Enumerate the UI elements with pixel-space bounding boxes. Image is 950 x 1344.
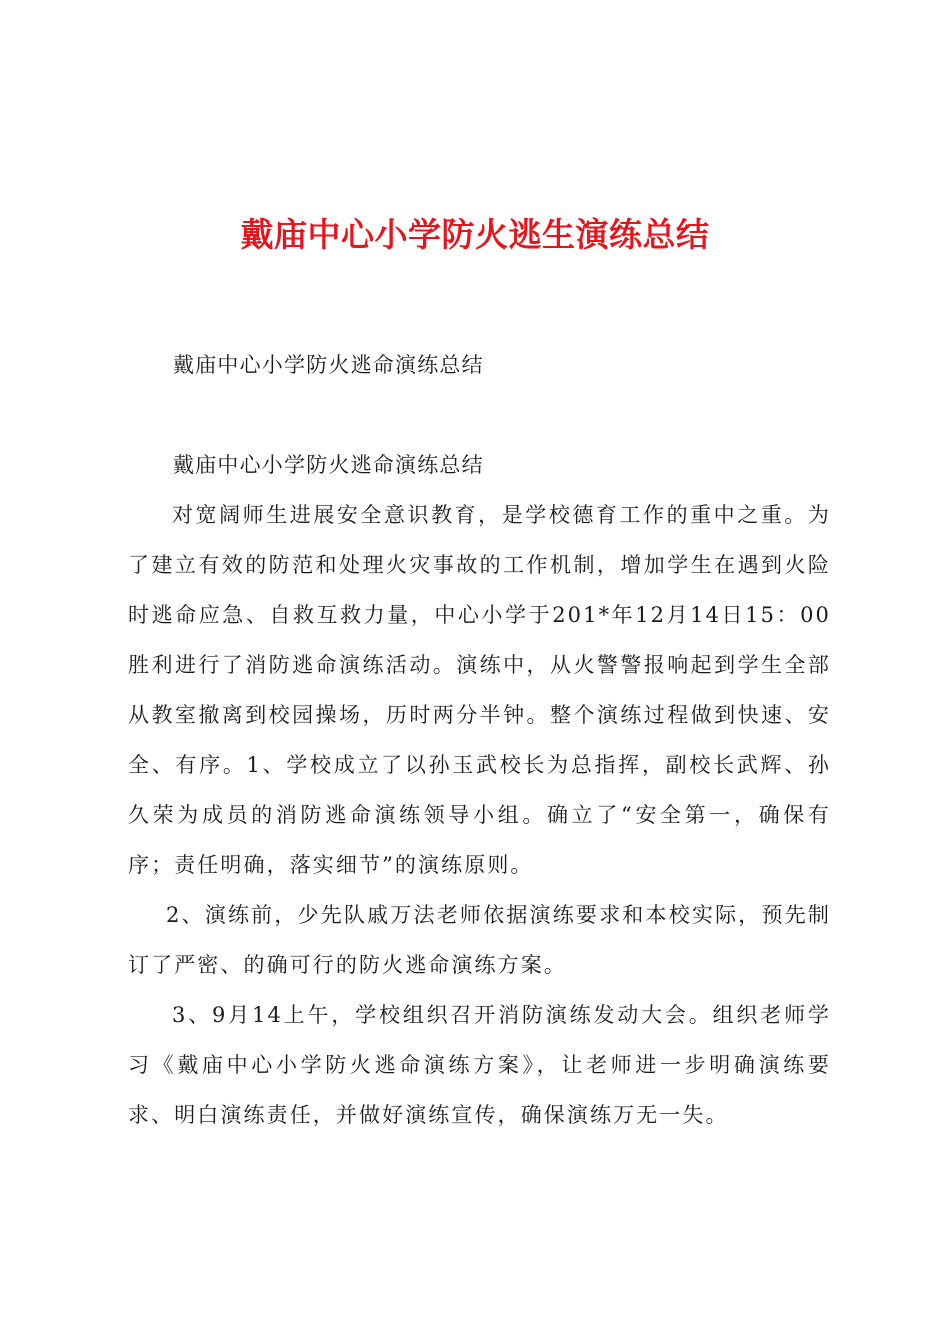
document-title: 戴庙中心小学防火逃生演练总结 [240, 215, 710, 254]
document-subtitle: 戴庙中心小学防火逃命演练总结 [173, 353, 484, 377]
body-paragraph-3: 3、9月14上午，学校组织召开消防演练发动大会。组织老师学习《戴庙中心小学防火逃命演练方案》，让老师进一步明确演练要求、明白演练责任，并做好演练宣传，确保演练万无一失。 [128, 1003, 831, 1127]
document-subtitle-repeat: 戴庙中心小学防火逃命演练总结 [173, 453, 484, 477]
body-paragraph-1: 对宽阔师生进展安全意识教育，是学校德育工作的重中之重。为了建立有效的防范和处理火灾事故的工作机制，增加学生在遇到火险时逃命应急、自救互救力量，中心小学于201*年12月14日15：00胜利进行了消防逃命演练活动。演练中，从火警警报响起到学生全部从教室撤离到校园操场，历时两分半钟。整个演练过程做到快速、安全、有序。1、学校成立了以孙玉武校长为总指挥，副校长武辉、孙久荣为成员的消防逃命演练领导小组。确立了“安全第一，确保有序；责任明确，落实细节”的演练原则。 [128, 503, 831, 877]
body-paragraph-2: 2、演练前，少先队戚万法老师依据演练要求和本校实际，预先制订了严密、的确可行的防火逃命演练方案。 [128, 903, 831, 977]
